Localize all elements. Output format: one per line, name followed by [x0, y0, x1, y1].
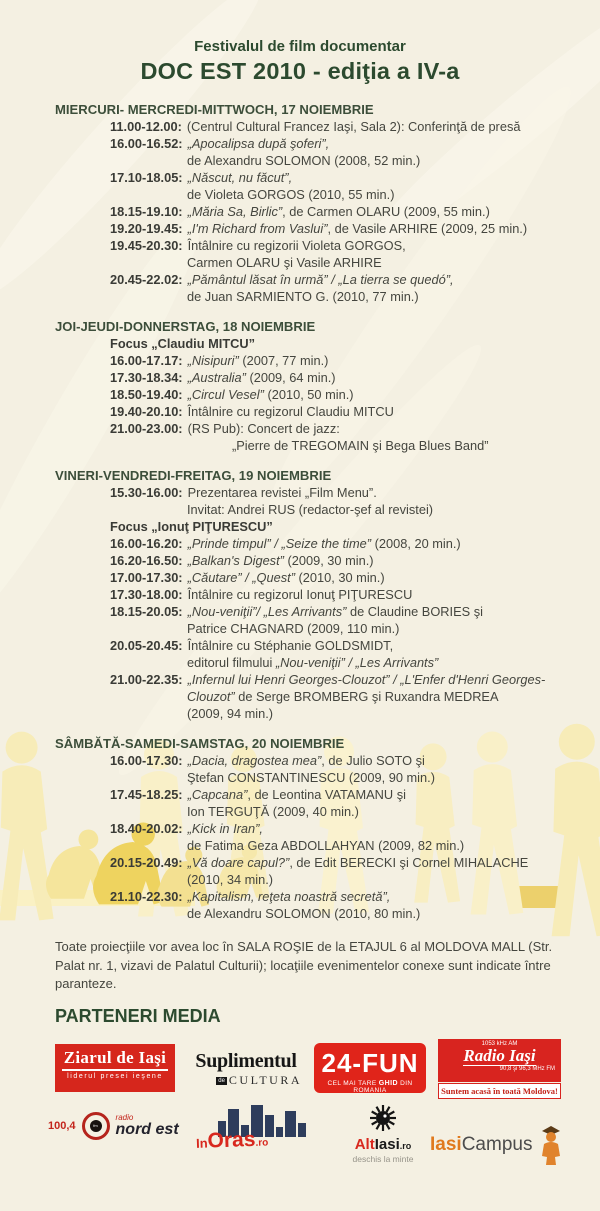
entry-time: 20.15-20.49:: [110, 855, 183, 870]
entry-continuation-line: [110, 837, 580, 854]
logo-24fun: [314, 1043, 426, 1093]
entry-line: [110, 271, 580, 288]
schedule-entry: [55, 752, 580, 786]
entry-line: [110, 484, 580, 501]
entry-line: [110, 552, 580, 569]
logo-altiasi: [338, 1103, 428, 1164]
schedule-entry: [55, 237, 580, 271]
text-segment: (2008, 20 min.): [371, 536, 461, 551]
logo-iasicampus: [430, 1124, 568, 1166]
text-segment: „Pierre de TREGOMAIN şi Bega Blues Band”: [232, 438, 489, 453]
entry-continuation-line: [110, 769, 580, 786]
text-segment: Prezentarea revistei „Film Menu”.: [187, 485, 377, 500]
schedule-entry: [55, 820, 580, 854]
entry-line: [110, 169, 580, 186]
entry-line: [110, 237, 580, 254]
text-segment: „Infernul lui Henri Georges-Clouzot” / „L'Enfer d'Henri Georges-: [187, 672, 546, 687]
text-segment: de Juan SARMIENTO G. (2010, 77 min.): [187, 289, 419, 304]
schedule-entry: [55, 420, 580, 454]
text-segment: de Serge BROMBERG şi Ruxandra MEDREA: [234, 689, 499, 704]
inoras-name: InOras.ro: [195, 1127, 269, 1153]
text-segment: „Kapitalism, reţeta noastră secretă”,: [187, 889, 391, 904]
radio-iasi-name: Radio Iaşi: [463, 1046, 536, 1065]
ziarul-tagline: liderul presei ieşene: [67, 1073, 163, 1080]
text-segment: , de Leontina VATAMANU şi: [247, 787, 406, 802]
entry-continuation-line: [110, 288, 580, 305]
focus-label: Focus „Ionuţ PIŢURESCU”: [110, 519, 273, 534]
entry-continuation-line: [110, 705, 580, 722]
schedule: [55, 101, 580, 922]
nordest-radio-label: radio: [115, 1113, 134, 1122]
entry-line: [110, 386, 580, 403]
text-segment: , de Edit BERECKI şi Cornel MIHALACHE: [289, 855, 529, 870]
text-segment: „Apocalipsa după şoferi”,: [187, 136, 330, 151]
iasicampus-campus: Campus: [461, 1134, 533, 1155]
entry-line: [110, 352, 580, 369]
suplimentul-cultura: CULTURA: [228, 1073, 302, 1087]
schedule-entry: [55, 586, 580, 603]
entry-time: 16.00-16.20:: [110, 536, 183, 551]
entry-time: 17.30-18.00:: [110, 587, 183, 602]
text-segment: „Nou-veniţii”/ „Les Arrivants”: [187, 604, 347, 619]
logo-suplimentul-de-cultura: [186, 1050, 306, 1089]
schedule-entry: [55, 220, 580, 237]
text-segment: „Pământul lăsat în urmă” / „La tierra se quedó”,: [187, 272, 454, 287]
schedule-entry: [55, 786, 580, 820]
nordest-name: nord est: [115, 1121, 179, 1138]
text-segment: (2010, 50 min.): [263, 387, 354, 402]
entry-time: 18.50-19.40:: [110, 387, 183, 402]
entry-time: 21.00-23.00:: [110, 421, 183, 436]
entry-line: [110, 403, 580, 420]
entry-time: 15.30-16.00:: [110, 485, 183, 500]
suplimentul-de: de: [218, 1078, 225, 1084]
24fun-name: 24-FUN: [321, 1048, 419, 1078]
entry-line: [110, 603, 580, 620]
text-segment: Ştefan CONSTANTINESCU (2009, 90 min.): [187, 770, 435, 785]
schedule-entry: [55, 535, 580, 552]
schedule-entry: [55, 484, 580, 518]
entry-continuation-line: [110, 803, 580, 820]
entry-line: [110, 586, 580, 603]
entry-time: 19.45-20.30:: [110, 238, 183, 253]
ziarul-name: Ziarul de Iaşi: [62, 1044, 168, 1071]
entry-line: [110, 420, 580, 437]
entry-time: 21.00-22.35:: [110, 672, 183, 687]
text-segment: „Capcana”: [187, 787, 248, 802]
entry-line: [110, 820, 580, 837]
logo-ziarul-de-iasi: [55, 1044, 175, 1092]
day-section: [55, 318, 580, 454]
24fun-tagline: CEL MAI TARE GHID DIN ROMANIA: [327, 1080, 413, 1094]
entry-line: [110, 671, 580, 688]
entry-line: [110, 786, 580, 803]
entry-continuation-line: [110, 501, 580, 518]
logo-radio-nord-est: [48, 1112, 179, 1140]
festival-title: DOC EST 2010 - ediţia a IV-a: [140, 58, 460, 84]
text-segment: „Vă doare capul?”: [187, 855, 290, 870]
entry-time: 11.00-12.00:: [110, 119, 182, 134]
text-segment: , de Carmen OLARU (2009, 55 min.): [282, 204, 490, 219]
text-segment: „Prinde timpul” / „Seize the time”: [187, 536, 372, 551]
text-segment: de Alexandru SOLOMON (2008, 52 min.): [187, 153, 421, 168]
text-segment: „Nou-veniţii” / „Les Arrivants”: [275, 655, 439, 670]
entry-line: [110, 888, 580, 905]
schedule-entry: [55, 271, 580, 305]
schedule-entry: [55, 552, 580, 569]
text-segment: Invitat: Andrei RUS (redactor-şef al revistei): [187, 502, 434, 517]
text-segment: editorul filmului: [187, 655, 276, 670]
schedule-entry: [55, 603, 580, 637]
day-header: SÂMBĂTĂ-SAMEDI-SAMSTAG, 20 NOIEMBRIE: [55, 736, 345, 751]
schedule-entry: [55, 169, 580, 203]
entry-time: 19.20-19.45:: [110, 221, 183, 236]
day-header: JOI-JEUDI-DONNERSTAG, 18 NOIEMBRIE: [55, 319, 316, 334]
text-segment: , de Julio SOTO şi: [321, 753, 425, 768]
text-segment: „Australia”: [187, 370, 246, 385]
radio-nordest-icon: fm: [82, 1112, 110, 1140]
entry-time: 16.00-17.30:: [110, 753, 183, 768]
entry-continuation-line: [110, 688, 580, 705]
text-segment: Patrice CHAGNARD (2009, 110 min.): [187, 621, 400, 636]
entry-line: [110, 637, 580, 654]
day-header: VINERI-VENDREDI-FREITAG, 19 NOIEMBRIE: [55, 468, 332, 483]
text-segment: „Căutare” / „Quest”: [187, 570, 295, 585]
altiasi-tagline: deschis la minte: [352, 1154, 414, 1164]
radio-iasi-fm: 90,8 şi 96,3 MHz FM: [499, 1066, 555, 1072]
text-segment: Întâlnire cu regizorul Claudiu MITCU: [187, 404, 394, 419]
entry-time: 18.15-19.10:: [110, 204, 183, 219]
entry-line: [110, 752, 580, 769]
text-segment: (2009, 30 min.): [283, 553, 374, 568]
text-segment: de Violeta GORGOS (2010, 55 min.): [187, 187, 395, 202]
partners-heading: PARTENERI MEDIA: [55, 1006, 221, 1026]
text-segment: (2010, 34 min.): [187, 872, 274, 887]
schedule-entry: [55, 369, 580, 386]
entry-line: [110, 220, 580, 237]
text-segment: de Alexandru SOLOMON (2010, 80 min.): [187, 906, 421, 921]
text-segment: „Nisipuri”: [187, 353, 239, 368]
entry-time: 20.45-22.02:: [110, 272, 183, 287]
entry-line: [110, 854, 580, 871]
entry-line: [110, 118, 580, 135]
text-segment: (2010, 30 min.): [294, 570, 385, 585]
text-segment: Carmen OLARU şi Vasile ARHIRE: [187, 255, 382, 270]
entry-continuation-line: [110, 871, 580, 888]
text-segment: „Născut, nu făcut”,: [187, 170, 293, 185]
text-segment: „Balkan's Digest”: [187, 553, 284, 568]
entry-continuation-line: [110, 620, 580, 637]
logo-radio-iasi: [438, 1039, 561, 1099]
entry-line: [110, 535, 580, 552]
entry-time: 16.00-16.52:: [110, 136, 183, 151]
entry-continuation-line: [110, 437, 580, 454]
entry-time: 18.15-20.05:: [110, 604, 183, 619]
text-segment: (RS Pub): Concert de jazz:: [187, 421, 340, 436]
entry-time: 21.10-22.30:: [110, 889, 183, 904]
radio-iasi-tagline: Suntem acasă în toată Moldova!: [438, 1083, 561, 1099]
schedule-entry: [55, 203, 580, 220]
text-segment: Ion TERGUŢĂ (2009, 40 min.): [187, 804, 359, 819]
festival-subtitle: Festivalul de film documentar: [194, 38, 406, 55]
text-segment: (Centrul Cultural Francez Iaşi, Sala 2): Conferinţă de presă: [186, 119, 521, 134]
entry-time: 16.20-16.50:: [110, 553, 183, 568]
entry-time: 17.30-18.34:: [110, 370, 183, 385]
schedule-entry: [55, 854, 580, 888]
text-segment: , de Vasile ARHIRE (2009, 25 min.): [327, 221, 528, 236]
schedule-entry: [55, 135, 580, 169]
suplimentul-name: Suplimentul: [195, 1050, 297, 1072]
text-segment: Clouzot”: [187, 689, 235, 704]
schedule-entry: [55, 569, 580, 586]
entry-line: [110, 135, 580, 152]
entry-time: 18.40-20.02:: [110, 821, 183, 836]
entry-continuation-line: [110, 152, 580, 169]
day-section: [55, 101, 580, 305]
iasicampus-iasi: Iasi: [430, 1134, 462, 1155]
schedule-entry: [55, 118, 580, 135]
text-segment: „Dacia, dragostea mea”: [187, 753, 322, 768]
text-segment: (2007, 77 min.): [238, 353, 329, 368]
entry-continuation-line: [110, 254, 580, 271]
day-section: [55, 735, 580, 922]
text-segment: (2009, 94 min.): [187, 706, 274, 721]
entry-line: [110, 203, 580, 220]
text-segment: „Măria Sa, Birlic”: [187, 204, 283, 219]
schedule-entry: [55, 352, 580, 369]
logo-inoras: [196, 1103, 306, 1152]
radio-iasi-am: 1053 kHz AM: [481, 1041, 518, 1047]
text-segment: „I'm Richard from Vaslui”: [187, 221, 328, 236]
text-segment: (2009, 64 min.): [245, 370, 336, 385]
text-segment: „Circul Vesel”: [187, 387, 264, 402]
altiasi-creature-icon: [368, 1103, 398, 1133]
location-note: Toate proiecţiile vor avea loc în SALA ROŞIE de la ETAJUL 6 al MOLDOVA MALL (Str. Palat nr. 1, vizavi de Palatul Culturii); locaţiile evenimentelor conexe sunt indicate între paranteze.: [55, 939, 553, 991]
day-header: MIERCURI- MERCREDI-MITTWOCH, 17 NOIEMBRIE: [55, 102, 374, 117]
schedule-entry: [55, 403, 580, 420]
entry-time: 17.10-18.05:: [110, 170, 183, 185]
entry-time: 19.40-20.10:: [110, 404, 183, 419]
schedule-entry: [55, 671, 580, 722]
schedule-entry: [55, 637, 580, 671]
entry-time: 17.45-18.25:: [110, 787, 183, 802]
entry-continuation-line: [110, 186, 580, 203]
entry-continuation-line: [110, 654, 580, 671]
text-segment: de Fatima Geza ABDOLLAHYAN (2009, 82 min.): [187, 838, 465, 853]
schedule-entry: [55, 386, 580, 403]
entry-time: 17.00-17.30:: [110, 570, 183, 585]
header: [0, 0, 600, 85]
entry-time: 20.05-20.45:: [110, 638, 183, 653]
text-segment: de Claudine BORIES şi: [346, 604, 483, 619]
entry-line: [110, 569, 580, 586]
nordest-frequency: 100,4: [48, 1120, 76, 1132]
altiasi-name: AltIasi.ro: [354, 1136, 412, 1153]
text-segment: Întâlnire cu Stéphanie GOLDSMIDT,: [187, 638, 394, 653]
schedule-entry: [55, 888, 580, 922]
text-segment: „Kick in Iran”,: [187, 821, 263, 836]
text-segment: Întâlnire cu regizorul Ionuţ PIŢURESCU: [187, 587, 413, 602]
campus-mascot-icon: [534, 1124, 568, 1166]
entry-time: 16.00-17.17:: [110, 353, 183, 368]
focus-label: Focus „Claudiu MITCU”: [110, 336, 256, 351]
text-segment: Întâlnire cu regizorii Violeta GORGOS,: [187, 238, 406, 253]
entry-line: [110, 369, 580, 386]
day-section: [55, 467, 580, 722]
entry-continuation-line: [110, 905, 580, 922]
